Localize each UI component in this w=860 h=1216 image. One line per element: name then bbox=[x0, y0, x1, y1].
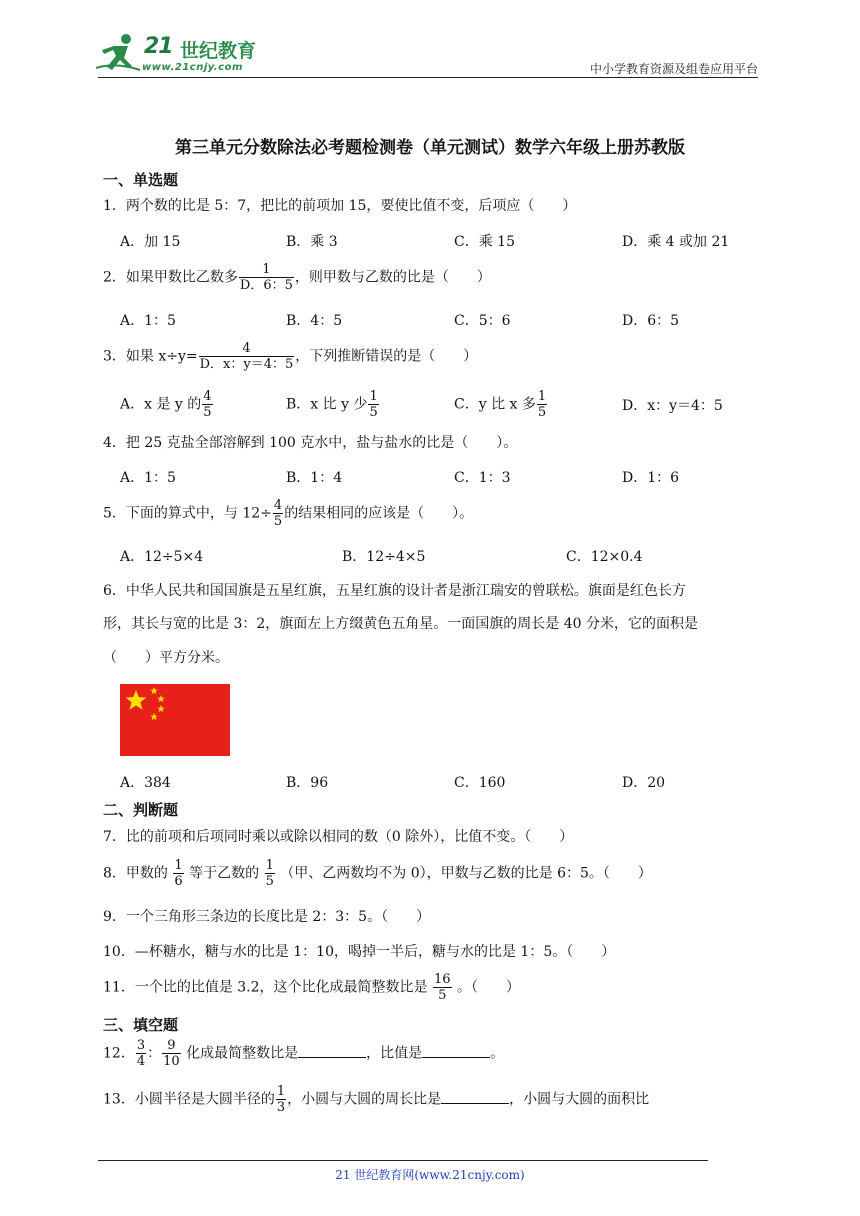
footer-divider bbox=[98, 1160, 708, 1161]
fraction: $\frac{4}{D.x:y=4:5}$ bbox=[199, 341, 294, 372]
flag-stars-icon bbox=[120, 684, 230, 756]
q1-option-c[interactable]: C．乘 15 bbox=[454, 234, 515, 250]
answer-blank[interactable] bbox=[422, 1045, 490, 1058]
section-heading-true-false: 二、判断题 bbox=[103, 801, 179, 819]
q6-option-b[interactable]: B．96 bbox=[286, 775, 329, 791]
q2-option-a[interactable]: A．1：5 bbox=[120, 313, 176, 329]
question-12-stem: 12． $\frac{3}{4}$ ： $\frac{9}{10}$ 化成最简整数比是 ，比值是 。 bbox=[103, 1038, 505, 1069]
q2-option-d[interactable]: D．6：5 bbox=[622, 313, 680, 329]
site-logo bbox=[96, 32, 261, 76]
q3-option-c[interactable]: C．y 比 x 多 $\frac{1}{5}$ bbox=[454, 389, 547, 420]
fraction: $\frac{16}{5}$ bbox=[433, 972, 451, 1003]
section-heading-fill-blank: 三、填空题 bbox=[103, 1016, 179, 1034]
question-2-stem: 2．如果甲数比乙数多 $\frac{1}{D.6:5}$ ，则甲数与乙数的比是（ ） bbox=[103, 262, 491, 293]
q5-option-a[interactable]: A．12÷5×4 bbox=[120, 549, 204, 565]
footer-text: 21 世纪教育网(www.21cnjy.com) bbox=[335, 1168, 525, 1182]
q3-option-b[interactable]: B．x 比 y 少 $\frac{1}{5}$ bbox=[286, 389, 378, 420]
question-1-stem: 1．两个数的比是 5：7，把比的前项加 15，要使比值不变，后项应（ ） bbox=[103, 198, 577, 214]
logo-text: 世纪教育 bbox=[180, 40, 257, 62]
q2-option-c[interactable]: C．5：6 bbox=[454, 313, 511, 329]
header-divider bbox=[98, 77, 758, 78]
fraction: $\frac{1}{5}$ bbox=[369, 389, 378, 420]
question-3-stem: 3．如果 x÷y= $\frac{4}{D.x:y=4:5}$ ，下列推断错误的是（ ） bbox=[103, 341, 478, 372]
q4-option-a[interactable]: A．1：5 bbox=[120, 470, 176, 486]
q4-option-d[interactable]: D．1：6 bbox=[622, 470, 680, 486]
fraction: $\frac{1}{5}$ bbox=[537, 389, 547, 420]
section-heading-single-choice: 一、单选题 bbox=[103, 171, 179, 189]
question-5-stem: 5．下面的算式中，与 12÷ $\frac{4}{5}$ 的结果相同的应该是（ ）。 bbox=[103, 498, 474, 529]
question-6-line-3: （ ）平方分米。 bbox=[103, 650, 229, 666]
question-13-stem: 13．小圆半径是大圆半径的 $\frac{1}{3}$ ，小圆与大圆的周长比是 ，小圆与大圆的面积比 bbox=[103, 1084, 650, 1115]
question-8-stem: 8．甲数的 $\frac{1}{6}$ 等于乙数的 $\frac{1}{5}$ （甲、乙两数均不为 0），甲数与乙数的比是 6：5。（ ） bbox=[103, 858, 652, 889]
question-10-stem: 10．—杯糖水，糖与水的比是 1：10，喝掉一半后，糖与水的比是 1：5。（ ） bbox=[103, 944, 616, 960]
q3-option-a[interactable]: A．x 是 y 的 $\frac{4}{5}$ bbox=[120, 389, 212, 420]
runner-icon bbox=[96, 32, 142, 76]
question-6-line-1: 6．中华人民共和国国旗是五星红旗，五星红旗的设计者是浙江瑞安的曾联松。旗面是红色长方 bbox=[103, 583, 686, 599]
q6-option-d[interactable]: D．20 bbox=[622, 775, 666, 791]
fraction: $\frac{1}{3}$ bbox=[276, 1084, 286, 1115]
fraction: $\frac{1}{6}$ bbox=[174, 858, 183, 889]
q4-option-b[interactable]: B．1：4 bbox=[286, 470, 343, 486]
q1-option-a[interactable]: A．加 15 bbox=[120, 234, 181, 250]
answer-blank[interactable] bbox=[298, 1045, 366, 1058]
q5-option-c[interactable]: C．12×0.4 bbox=[566, 549, 643, 565]
question-9-stem: 9．一个三角形三条边的长度比是 2：3：5。（ ） bbox=[103, 909, 431, 925]
fraction: $\frac{1}{5}$ bbox=[265, 858, 274, 889]
question-7-stem: 7．比的前项和后项同时乘以或除以相同的数（0 除外），比值不变。（ ） bbox=[103, 829, 574, 845]
chinese-flag-image bbox=[120, 684, 230, 756]
q5-option-b[interactable]: B．12÷4×5 bbox=[342, 549, 426, 565]
fraction: $\frac{1}{D.6:5}$ bbox=[239, 262, 293, 293]
fraction: $\frac{4}{5}$ bbox=[273, 498, 283, 529]
q2-option-b[interactable]: B．4：5 bbox=[286, 313, 343, 329]
q6-option-a[interactable]: A．384 bbox=[120, 775, 171, 791]
q1-option-b[interactable]: B．乘 3 bbox=[286, 234, 338, 250]
fraction: $\frac{3}{4}$ bbox=[136, 1038, 146, 1069]
question-4-stem: 4．把 25 克盐全部溶解到 100 克水中，盐与盐水的比是（ ）。 bbox=[103, 435, 518, 451]
question-11-stem: 11．一个比的比值是 3.2，这个比化成最简整数比是 $\frac{16}{5}$ 。（ ） bbox=[103, 972, 520, 1003]
logo-url: www.21cnjy.com bbox=[142, 62, 243, 73]
q1-option-d[interactable]: D．乘 4 或加 21 bbox=[622, 234, 730, 250]
logo-number: 21 bbox=[144, 34, 173, 59]
fraction: $\frac{4}{5}$ bbox=[203, 389, 212, 420]
fraction: $\frac{9}{10}$ bbox=[163, 1038, 180, 1069]
page-title: 第三单元分数除法必考题检测卷（单元测试）数学六年级上册苏教版 bbox=[175, 138, 685, 158]
q4-option-c[interactable]: C．1：3 bbox=[454, 470, 511, 486]
q3-option-d[interactable]: D．x：y＝4：5 bbox=[622, 398, 723, 414]
answer-blank[interactable] bbox=[441, 1091, 509, 1104]
q6-option-c[interactable]: C．160 bbox=[454, 775, 506, 791]
platform-tagline: 中小学教育资源及组卷应用平台 bbox=[589, 62, 758, 76]
question-6-line-2: 形，其长与宽的比是 3：2，旗面左上方缀黄色五角星。一面国旗的周长是 40 分米，它的面积是 bbox=[103, 616, 698, 632]
